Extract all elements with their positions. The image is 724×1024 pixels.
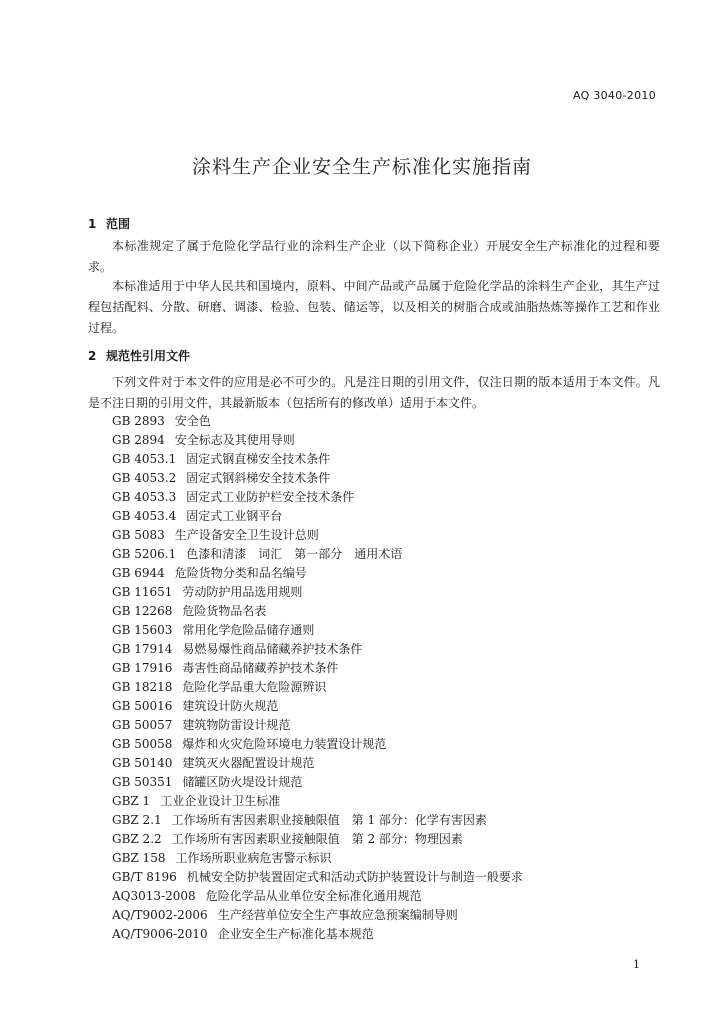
reference-item bbox=[112, 507, 523, 526]
reference-code: GB 50140 bbox=[112, 756, 173, 770]
reference-item bbox=[112, 640, 523, 659]
reference-title: 色漆和清漆 词汇 第一部分 通用术语 bbox=[186, 547, 403, 561]
reference-item bbox=[112, 906, 523, 925]
reference-code: GB 6944 bbox=[112, 566, 165, 580]
reference-title: 固定式钢直梯安全技术条件 bbox=[186, 452, 331, 466]
page-number: 1 bbox=[633, 958, 640, 971]
reference-item bbox=[112, 450, 523, 469]
reference-title: 企业安全生产标准化基本规范 bbox=[217, 927, 374, 941]
reference-item bbox=[112, 735, 523, 754]
scope-paragraph-1: 本标准规定了属于危险化学品行业的涂料生产企业（以下简称企业）开展安全生产标准化的过程和要求。 bbox=[88, 239, 660, 274]
reference-item bbox=[112, 868, 523, 887]
normative-references-intro: 下列文件对于本文件的应用是必不可少的。凡是注日期的引用文件，仅注日期的版本适用于本文件。凡是不注日期的引用文件，其最新版本（包括所有的修改单）适用于本文件。 bbox=[88, 375, 660, 410]
reference-code: GBZ 2.2 bbox=[112, 832, 162, 846]
reference-item bbox=[112, 754, 523, 773]
reference-title: 生产经营单位安全生产事故应急预案编制导则 bbox=[217, 908, 458, 922]
reference-item bbox=[112, 887, 523, 906]
reference-code: GB 5083 bbox=[112, 528, 165, 542]
reference-code: GB 2893 bbox=[112, 414, 165, 428]
reference-item bbox=[112, 545, 523, 564]
reference-code: GB 5206.1 bbox=[112, 547, 177, 561]
reference-item bbox=[112, 412, 523, 431]
reference-title: 易燃易爆性商品储藏养护技术条件 bbox=[182, 642, 363, 656]
reference-code: GB/T 8196 bbox=[112, 870, 177, 884]
reference-code: GB 4053.1 bbox=[112, 452, 177, 466]
standard-number: AQ 3040-2010 bbox=[572, 89, 656, 102]
reference-code: GB 4053.2 bbox=[112, 471, 177, 485]
section-2-title: 规范性引用文件 bbox=[106, 349, 191, 363]
reference-item bbox=[112, 773, 523, 792]
reference-title: 固定式工业钢平台 bbox=[186, 509, 283, 523]
reference-code: GB 4053.4 bbox=[112, 509, 177, 523]
reference-item bbox=[112, 659, 523, 678]
reference-title: 储罐区防火堤设计规范 bbox=[182, 775, 303, 789]
reference-title: 建筑物防雷设计规范 bbox=[182, 718, 291, 732]
reference-code: AQ3013-2008 bbox=[112, 889, 196, 903]
reference-item bbox=[112, 583, 523, 602]
reference-title: 固定式工业防护栏安全技术条件 bbox=[186, 490, 355, 504]
reference-item bbox=[112, 469, 523, 488]
reference-code: AQ/T9002-2006 bbox=[112, 908, 208, 922]
reference-title: 工作场所有害因素职业接触限值 第 2 部分：物理因素 bbox=[171, 832, 463, 846]
reference-title: 工作场所有害因素职业接触限值 第 1 部分：化学有害因素 bbox=[171, 813, 487, 827]
reference-item bbox=[112, 830, 523, 849]
reference-item bbox=[112, 792, 523, 811]
reference-title: 安全色 bbox=[174, 414, 211, 428]
reference-code: GBZ 2.1 bbox=[112, 813, 162, 827]
reference-title: 常用化学危险品储存通则 bbox=[182, 623, 315, 637]
reference-title: 爆炸和火灾危险环境电力装置设计规范 bbox=[182, 737, 387, 751]
reference-item bbox=[112, 488, 523, 507]
reference-title: 建筑设计防火规范 bbox=[182, 699, 279, 713]
reference-title: 机械安全防护装置固定式和活动式防护装置设计与制造一般要求 bbox=[186, 870, 523, 884]
reference-code: GB 50057 bbox=[112, 718, 173, 732]
reference-code: GB 4053.3 bbox=[112, 490, 177, 504]
reference-code: GB 17914 bbox=[112, 642, 173, 656]
reference-code: GBZ 1 bbox=[112, 794, 151, 808]
reference-code: GB 12268 bbox=[112, 604, 173, 618]
section-1-number: 1 bbox=[88, 217, 97, 231]
section-1-heading bbox=[88, 215, 130, 232]
section-1-title: 范围 bbox=[106, 217, 131, 231]
reference-title: 工作场所职业病危害警示标识 bbox=[175, 851, 332, 865]
section-2-heading bbox=[88, 347, 190, 364]
reference-title: 建筑灭火器配置设计规范 bbox=[182, 756, 315, 770]
document-title: 涂料生产企业安全生产标准化实施指南 bbox=[191, 156, 532, 178]
reference-title: 危险货物分类和品名编号 bbox=[174, 566, 307, 580]
reference-title: 固定式钢斜梯安全技术条件 bbox=[186, 471, 331, 485]
reference-title: 工业企业设计卫生标准 bbox=[160, 794, 281, 808]
reference-code: GB 50016 bbox=[112, 699, 173, 713]
reference-item bbox=[112, 716, 523, 735]
reference-item bbox=[112, 621, 523, 640]
reference-title: 危险货物品名表 bbox=[182, 604, 267, 618]
reference-code: GB 15603 bbox=[112, 623, 173, 637]
reference-code: GB 2894 bbox=[112, 433, 165, 447]
reference-code: GB 11651 bbox=[112, 585, 173, 599]
reference-item bbox=[112, 678, 523, 697]
reference-title: 安全标志及其使用导则 bbox=[174, 433, 295, 447]
section-2-number: 2 bbox=[88, 349, 97, 363]
reference-item bbox=[112, 564, 523, 583]
reference-item bbox=[112, 811, 523, 830]
reference-title: 毒害性商品储藏养护技术条件 bbox=[182, 661, 339, 675]
reference-item bbox=[112, 526, 523, 545]
reference-code: GB 50058 bbox=[112, 737, 173, 751]
reference-title: 危险化学品从业单位安全标准化通用规范 bbox=[205, 889, 422, 903]
reference-title: 生产设备安全卫生设计总则 bbox=[174, 528, 319, 542]
reference-item bbox=[112, 697, 523, 716]
reference-code: GBZ 158 bbox=[112, 851, 166, 865]
reference-item bbox=[112, 602, 523, 621]
reference-title: 危险化学品重大危险源辨识 bbox=[182, 680, 327, 694]
reference-item bbox=[112, 849, 523, 868]
reference-item bbox=[112, 431, 523, 450]
scope-paragraph-2: 本标准适用于中华人民共和国境内，原料、中间产品或产品属于危险化学品的涂料生产企业，其生产过程包括配料、分散、研磨、调漆、检验、包装、储运等，以及相关的树脂合成或油脂热炼等操作工艺和作业过程。 bbox=[88, 279, 660, 335]
reference-code: GB 18218 bbox=[112, 680, 173, 694]
reference-item bbox=[112, 925, 523, 944]
reference-code: GB 17916 bbox=[112, 661, 173, 675]
reference-code: AQ/T9006-2010 bbox=[112, 927, 208, 941]
reference-list bbox=[112, 412, 523, 944]
reference-title: 劳动防护用品选用规则 bbox=[182, 585, 303, 599]
reference-code: GB 50351 bbox=[112, 775, 173, 789]
